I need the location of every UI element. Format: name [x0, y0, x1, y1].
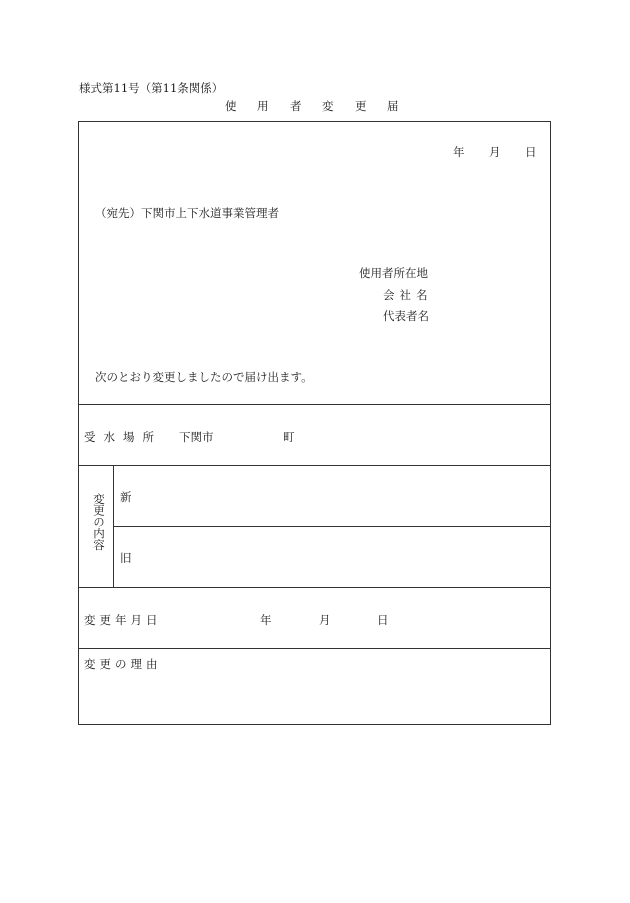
date-day-label: 日 [525, 145, 537, 159]
title-char: 変 [322, 99, 334, 113]
row-divider [78, 465, 551, 466]
notice-text: 次のとおり変更しましたので届け出ます。 [95, 370, 313, 384]
supply-place-town: 町 [283, 430, 295, 444]
addressee: （宛先）下関市上下水道事業管理者 [95, 206, 279, 220]
row-divider [113, 526, 551, 527]
change-reason-label: 変更の理由 [84, 657, 162, 671]
change-date-month: 月 [319, 613, 331, 627]
change-old-label: 旧 [120, 551, 132, 565]
title-char: 使 [225, 99, 237, 113]
representative-label: 代表者名 [383, 309, 429, 323]
supply-place-label: 受水場所 [84, 430, 162, 444]
row-divider [78, 404, 551, 405]
change-new-label: 新 [120, 490, 132, 504]
title-char: 更 [355, 99, 367, 113]
document-title [225, 99, 399, 113]
supply-place-city: 下関市 [179, 430, 214, 444]
change-date-label: 変更年月日 [84, 613, 162, 627]
applicant-address-label: 使用者所在地 [359, 266, 428, 280]
date-month-label: 月 [489, 145, 501, 159]
change-date-year: 年 [260, 613, 272, 627]
title-char: 者 [290, 99, 302, 113]
row-divider [78, 587, 551, 588]
date-year-label: 年 [453, 145, 465, 159]
title-char: 届 [387, 99, 399, 113]
company-name-label: 会社名 [383, 288, 433, 302]
change-date-day: 日 [377, 613, 389, 627]
title-char: 用 [257, 99, 269, 113]
form-number: 様式第11号（第11条関係） [79, 81, 224, 95]
change-content-label: 変更の内容 [92, 493, 106, 551]
column-divider [113, 465, 114, 587]
row-divider [78, 648, 551, 649]
